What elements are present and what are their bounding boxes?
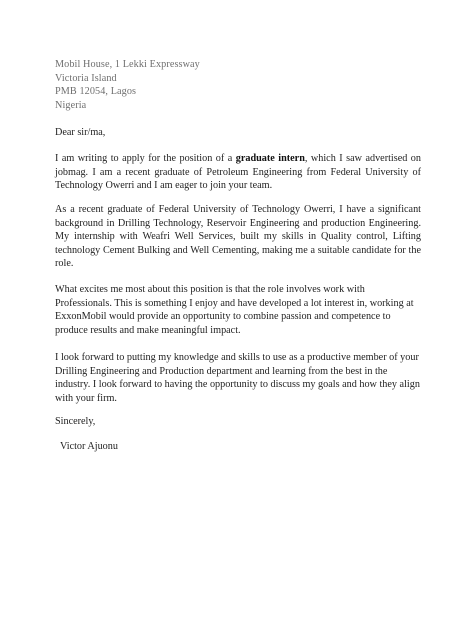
paragraph-4 bbox=[55, 351, 421, 405]
paragraph-3 bbox=[55, 283, 421, 337]
paragraph-3-text: What excites me most about this position is that the role involves work with Professionals. This is something I enjoy and have developed a lot interest in, working at ExxonMobil would provide an opportunity to combine passion and competence to produce results and make meaningful impact. bbox=[55, 284, 414, 336]
paragraph-2 bbox=[55, 203, 421, 271]
paragraph-1-start: I am writing to apply for the position of a bbox=[55, 153, 236, 164]
address-line-3: PMB 12054, Lagos bbox=[55, 86, 137, 98]
paragraph-2-text: As a recent graduate of Federal University of Technology Owerri, I have a significant background in Drilling Technology, Reservoir Engineering and production Engineering. My internship with Weafri Well Services, built my skills in Quality control, Lifting technology Cement Bulking and Well Cementing, making me a suitable candidate for the role. bbox=[55, 204, 421, 270]
signature-name: Victor Ajuonu bbox=[60, 441, 118, 452]
paragraph-4-text: I look forward to putting my knowledge and skills to use as a productive member of your Drilling Engineering and Production department and learning from the best in the industry. I look forward to having the opportunity to discuss my goals and how they align with your firm. bbox=[55, 352, 420, 404]
address-line-4: Nigeria bbox=[55, 99, 87, 111]
salutation: Dear sir/ma, bbox=[55, 127, 106, 138]
position-title: graduate intern bbox=[235, 153, 305, 164]
address-line-2: Victoria Island bbox=[55, 72, 117, 84]
paragraph-1-end: , which I saw advertised on jobmag. I am a recent graduate of Petroleum Engineering from Federal University of Technology Owerri and I am eager to join your team. bbox=[55, 153, 421, 192]
closing: Sincerely, bbox=[55, 416, 96, 427]
address-line-1: Mobil House, 1 Lekki Expressway bbox=[55, 59, 200, 70]
recipient-address bbox=[55, 58, 435, 112]
paragraph-1 bbox=[55, 152, 421, 193]
